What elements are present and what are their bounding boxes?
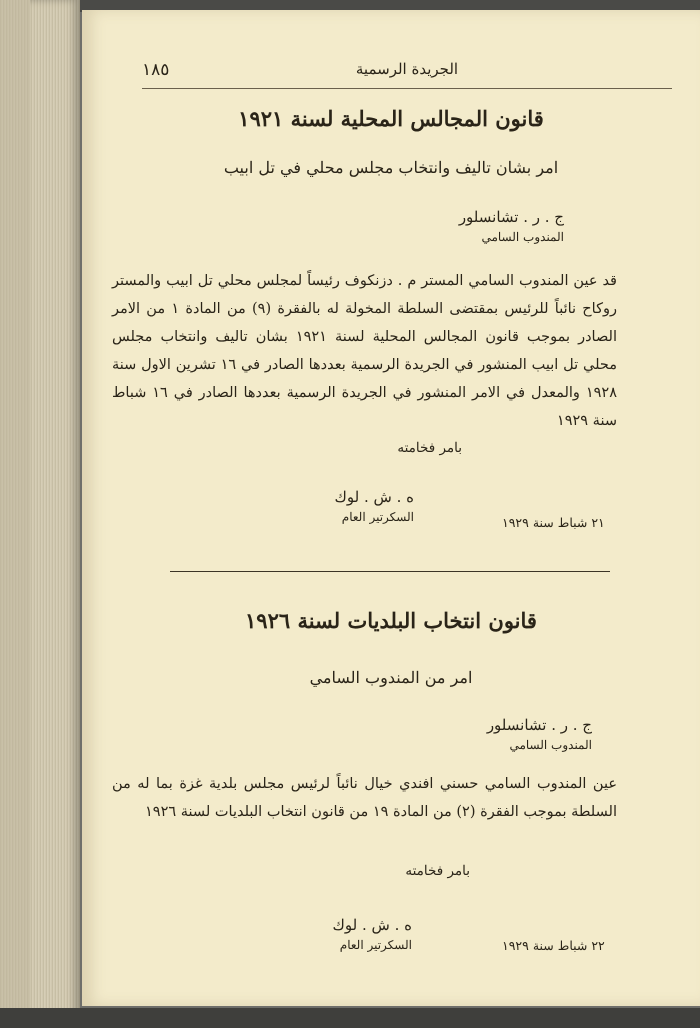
running-head: الجريدة الرسمية xyxy=(355,60,459,78)
section1-secretary-block xyxy=(335,488,414,524)
section1-title: قانون المجالس المحلية لسنة ١٩٢١ xyxy=(238,106,544,131)
section2-date: ٢٢ شباط سنة ١٩٢٩ xyxy=(502,938,605,953)
section2-by-order: بامر فخامته xyxy=(405,863,470,879)
section2-secretary-block xyxy=(333,916,412,952)
section1-signatory-name: ج . ر . تشانسلور xyxy=(458,208,564,226)
section2-signatory-name: ج . ر . تشانسلور xyxy=(486,716,592,734)
section2-secretary-role: السكرتير العام xyxy=(339,938,412,952)
section-divider xyxy=(170,571,610,572)
section2-title: قانون انتخاب البلديات لسنة ١٩٢٦ xyxy=(245,608,537,633)
section2-signatory-role: المندوب السامي xyxy=(509,738,592,752)
section1-body: قد عين المندوب السامي المستر م . دزنكوف رئيساً لمجلس محلي تل ابيب والمستر روكاح نائباً للرئيس بمقتضى السلطة المخولة له بالفقرة (٩) من المادة ١ من الامر الصادر بموجب قانون المجالس المحلية لسنة ١٩٢١ بشان تاليف وانتخاب مجلس محلي تل ابيب المنشور في الجريدة الرسمية بعددها الصادر في ١٦ تشرين الاول سنة ١٩٢٨ والمعدل في الامر المنشور في الجريدة الرسمية بعددها الصادر في ١٦ شباط سنة ١٩٢٩ xyxy=(112,273,617,429)
section1-subtitle: امر بشان تاليف وانتخاب مجلس محلي في تل ابيب xyxy=(223,158,559,177)
page-header xyxy=(142,58,672,89)
section1-by-order: بامر فخامته xyxy=(397,440,462,456)
section2-signature-block xyxy=(487,716,592,752)
section1-signatory-role: المندوب السامي xyxy=(481,230,564,244)
book-gutter-shadow xyxy=(30,0,80,1028)
section1-secretary-role: السكرتير العام xyxy=(341,510,414,524)
scan-bottom-border xyxy=(0,1008,700,1028)
section1-date: ٢١ شباط سنة ١٩٢٩ xyxy=(502,515,605,530)
section1-secretary-name: ه . ش . لوك xyxy=(334,488,414,506)
page-number: ١٨٥ xyxy=(142,60,170,80)
section2-body: عين المندوب السامي حسني افندي خيال نائباً لرئيس مجلس بلدية غزة بما له من السلطة بموجب الفقرة (٢) من المادة ١٩ من قانون انتخاب البلديات لسنة ١٩٢٦ xyxy=(112,776,617,820)
section2-subtitle: امر من المندوب السامي xyxy=(309,668,473,687)
gazette-page xyxy=(82,10,700,1006)
section1-signature-block xyxy=(459,208,564,244)
book-page-edges xyxy=(0,0,80,1028)
section2-secretary-name: ه . ش . لوك xyxy=(332,916,412,934)
